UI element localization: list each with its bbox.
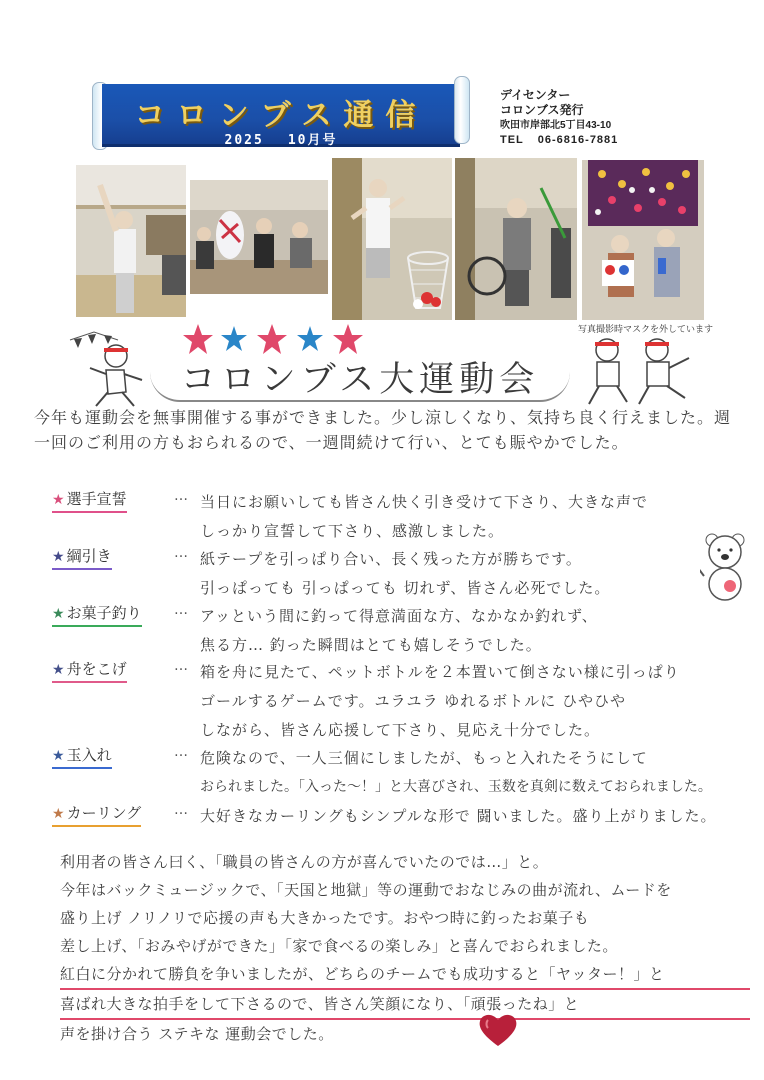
issue-date [102,129,460,148]
event-description [200,545,760,603]
closing-line: 喜ばれ大きな拍手をして下さるので、皆さん笑顔になり、「頑張ったね」と [60,990,750,1020]
event-description [200,602,760,660]
closing-paragraph [60,848,750,1048]
issue-year: 2025 [224,133,264,148]
newsletter-title: コロンブス通信 [134,98,428,133]
photo-ball-toss [332,158,452,320]
event-line: 危険なので、一人三個にしましたが、もっと入れたそうにして [200,749,648,767]
event-label-text: お菓子釣り [66,604,142,622]
tel-label: TEL [500,134,524,146]
event-label-text: 玉入れ [66,746,112,764]
intro-paragraph: 今年も運動会を無事開催する事ができました。少し涼しくなり、気持ち良く行えました。週一回のご利用の方もおられるので、一週間続けて行い、とても賑やかでした。 [34,408,732,452]
photo-tugofwar [190,180,328,294]
star-icon: ★ [52,806,65,822]
closing-line: 差し上げ、「おみやげができた」「家で食べるの楽しみ」と喜んでおられました。 [60,937,618,955]
event-line: 当日にお願いしても皆さん快く引き受けて下さり、大きな声で [200,493,649,511]
runners-right-illustration [585,328,695,412]
closing-line: 利用者の皆さん曰く、「職員の皆さんの方が喜んでいたのでは…」と。 [60,853,549,871]
header-banner [92,78,470,150]
event-label-text: 綱引き [66,547,112,565]
publisher-address: 吹田市岸部北5丁目43-10 [500,120,612,131]
event-description [200,802,760,831]
heart-icon [478,1012,518,1052]
banner-body [102,84,460,148]
event-line: おられました。「入った〜！」と大喜びされ、玉数を真剣に数えておられました。 [200,779,712,795]
event-label [52,602,142,627]
event-label-text: 舟をこげ [66,660,127,678]
star-icon: ★ [52,662,65,678]
closing-line: 声を掛け合う ステキな 運動会でした。 [60,1025,334,1043]
publisher-name: デイセンター [500,88,571,102]
event-line: しっかり宣誓して下さり、感激しました。 [200,522,505,540]
scroll-roll-right [454,76,470,144]
event-label [52,658,127,683]
leader-dots: … [174,488,188,504]
issue-month: 10月号 [287,133,338,148]
event-line: 焦る方… 釣った瞬間はとても嬉しそうでした。 [200,636,542,654]
publisher-info [500,88,618,148]
event-label [52,488,127,513]
photo-prizes [582,160,704,320]
publisher-tel [500,133,618,148]
event-line: 箱を舟に見たて、ペットボトルを２本置いて倒さない様に引っぱり [200,663,680,681]
closing-line: 盛り上げ ノリノリで応援の声も大きかったです。おやつ時に釣ったお菓子も [60,909,590,927]
star-icon [297,326,323,351]
event-line: 大好きなカーリングもシンプルな形で 闘いました。盛り上がりました。 [200,807,717,825]
event-description [200,658,760,745]
event-label-text: 選手宣誓 [66,490,127,508]
star-icon: ★ [52,549,65,565]
tel-number: 06-6816-7881 [537,134,619,146]
event-line: しながら、皆さん応援して下さり、見応え十分でした。 [200,721,601,739]
event-description [200,744,760,802]
star-icon: ★ [52,606,65,622]
star-icon [221,326,247,351]
event-label [52,802,141,827]
leader-dots: … [174,802,188,818]
event-label-text: カーリング [66,804,142,822]
leader-dots: … [174,658,188,674]
photo-wheelchair-participants [455,158,577,320]
article-heading: コロンブス大運動会 [180,360,540,400]
closing-line: 紅白に分かれて勝負を争いましたが、どちらのチームでも成功すると「ヤッター！」と [60,960,750,990]
photo-mask-note: 写真撮影時マスクを外しています [578,324,714,334]
leader-dots: … [174,545,188,561]
event-line: 引っぱっても 引っぱっても 切れず、皆さん必死でした。 [200,579,611,597]
closing-line: 今年はバックミュージックで、「天国と地獄」等の運動でおなじみの曲が流れ、ムードを [60,881,672,899]
event-label [52,744,112,769]
publisher-issuer: コロンブス発行 [500,103,584,117]
star-icon: ★ [52,492,65,508]
star-icon: ★ [52,748,65,764]
event-line: ゴールするゲームです。ユラユラ ゆれるボトルに ひやひや [200,692,627,710]
event-description [200,488,760,546]
leader-dots: … [174,602,188,618]
runner-left-illustration [64,330,154,414]
photo-exercise [76,165,186,317]
event-line: 紙テープを引っぱり合い、長く残った方が勝ちです。 [200,550,582,568]
event-line: アッという間に釣って得意満面な方、なかなか釣れず、 [200,607,598,625]
leader-dots: … [174,744,188,760]
event-label [52,545,112,570]
